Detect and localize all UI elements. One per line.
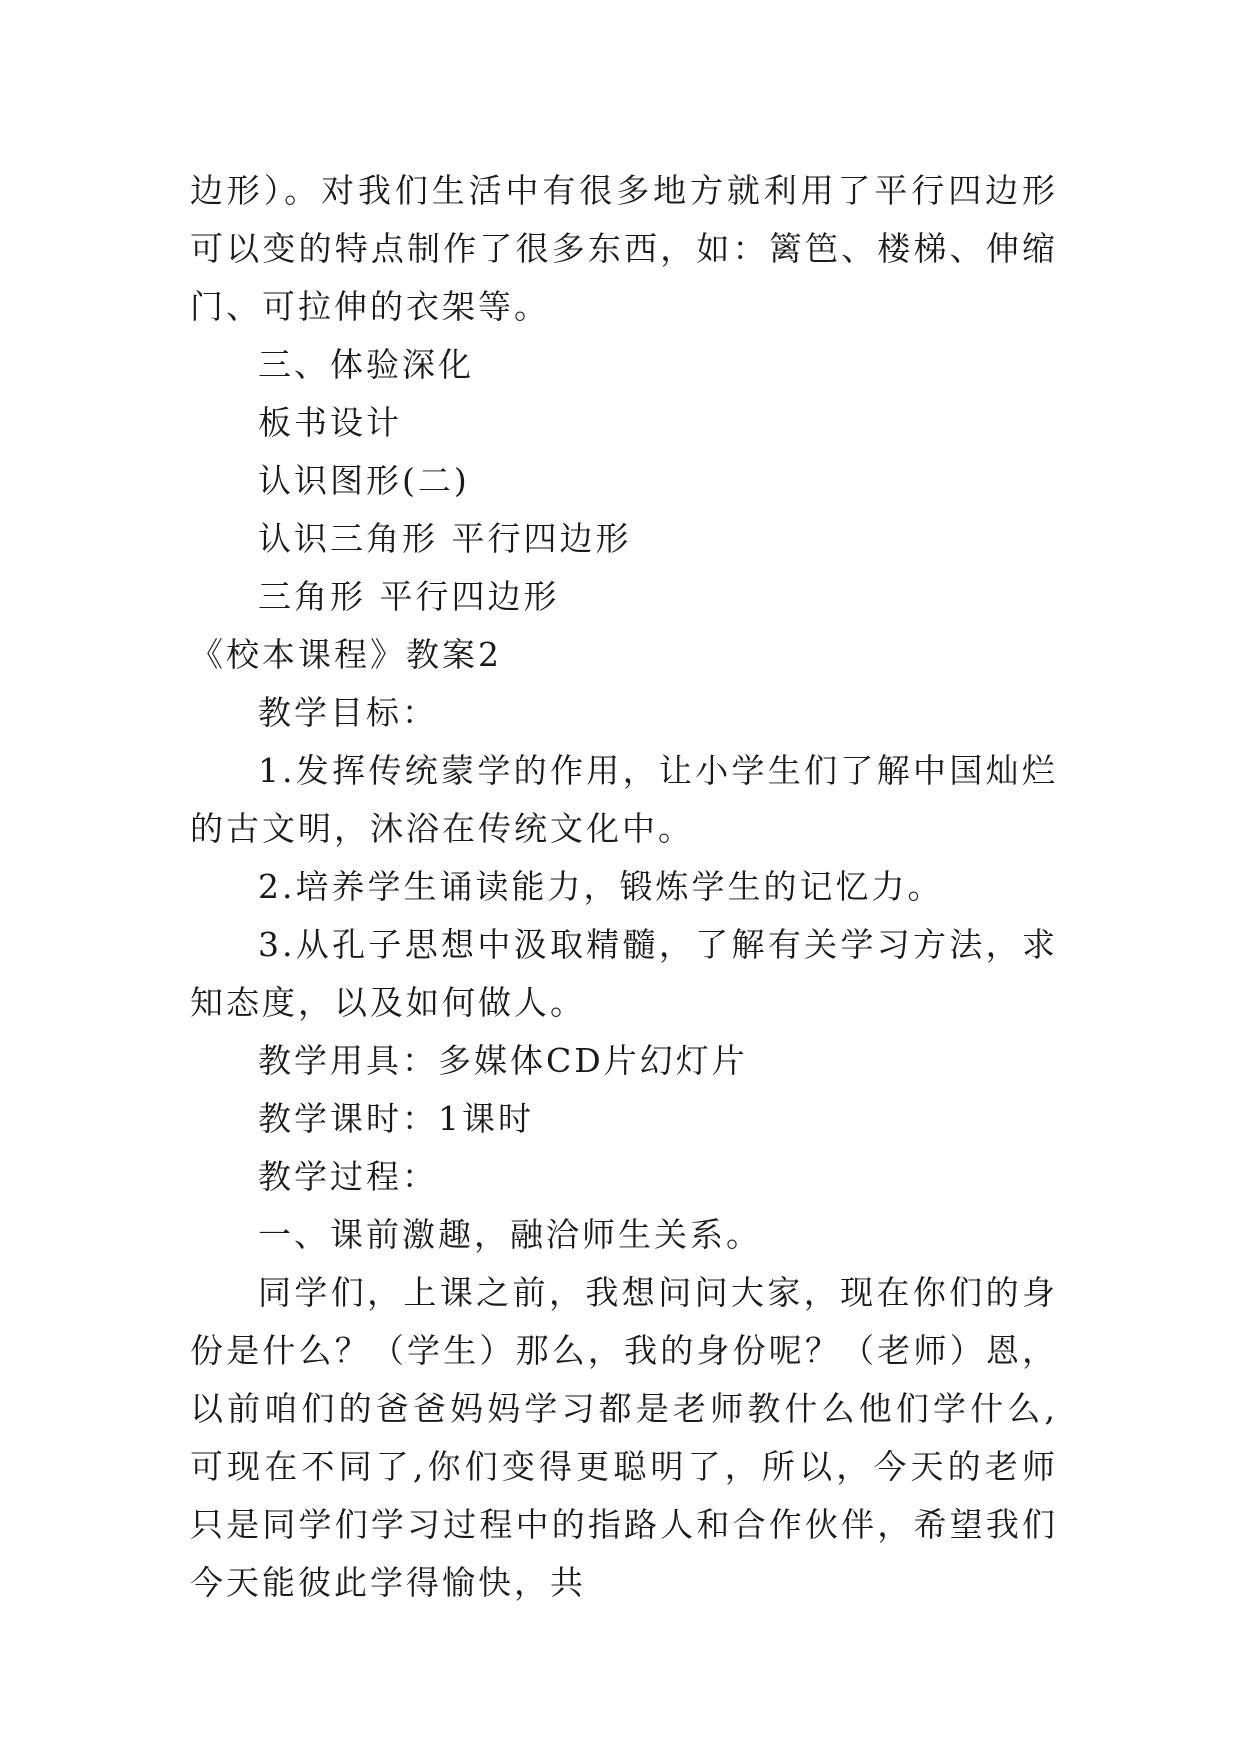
section-heading: 三、体验深化 [258,345,474,384]
paragraph: 三角形 平行四边形 [258,577,560,616]
section-heading: 一、课前激趣，融洽师生关系。 [258,1215,762,1254]
paragraph: 边形）。对我们生活中有很多地方就利用了平行四边形可以变的特点制作了很多东西，如：篱笆、楼梯、伸缩门、可拉伸的衣架等。 [190,171,1058,326]
paragraph: 教学用具：多媒体CD片幻灯片 [258,1041,748,1080]
list-item: 3.从孔子思想中汲取精髓，了解有关学习方法，求知态度，以及如何做人。 [190,925,1058,1022]
list-item: 2.培养学生诵读能力，锻炼学生的记忆力。 [258,867,944,906]
paragraph: 板书设计 [258,403,402,442]
paragraph: 教学课时：1课时 [258,1099,534,1138]
list-item: 1.发挥传统蒙学的作用，让小学生们了解中国灿烂的古文明，沐浴在传统文化中。 [190,751,1058,848]
paragraph: 认识三角形 平行四边形 [258,519,632,558]
section-heading: 教学过程： [258,1157,438,1196]
paragraph: 认识图形(二) [258,461,470,500]
document-body [190,162,1058,1612]
paragraph: 同学们，上课之前，我想问问大家，现在你们的身份是什么？（学生）那么，我的身份呢？（老师）恩，以前咱们的爸爸妈妈学习都是老师教什么他们学什么,可现在不同了,你们变得更聪明了，所以，今天的老师只是同学们学习过程中的指路人和合作伙伴，希望我们今天能彼此学得愉快，共 [190,1273,1058,1602]
section-heading: 教学目标： [258,693,438,732]
document-title: 《校本课程》教案2 [190,635,502,674]
